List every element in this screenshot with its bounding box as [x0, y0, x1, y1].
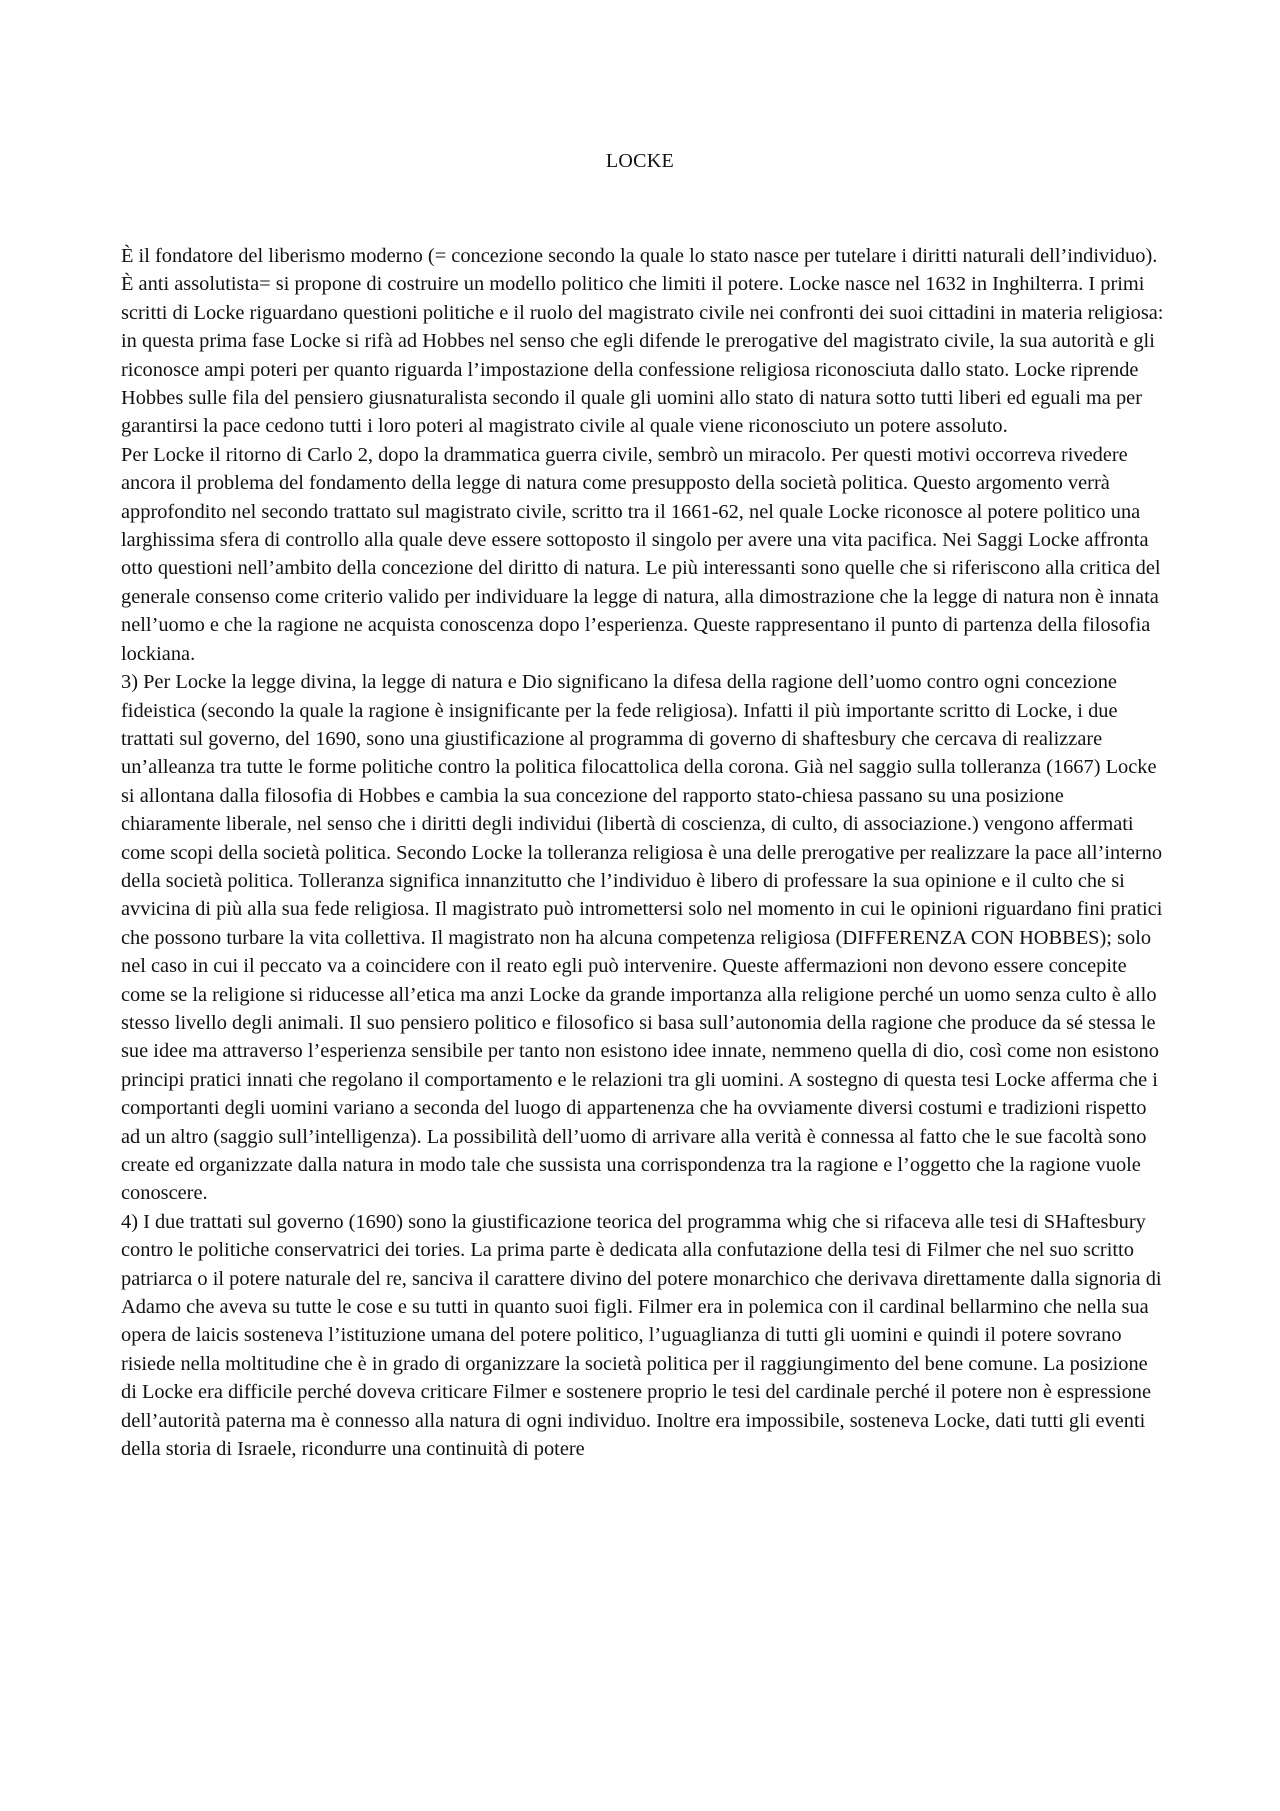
page-title: LOCKE: [605, 150, 675, 172]
paragraph-4: 4) I due trattati sul governo (1690) sono la giustificazione teorica del programma whig che si rifaceva alle tesi di SHaftesbury contro le politiche conservatrici dei tories. La prima parte è dedicata alla confutazione della tesi di Filmer che nel suo scritto patriarca o il potere naturale del re, sanciva il carattere divino del potere monarchico che derivava direttamente dalla signoria di Adamo che aveva su tutte le cose e su tutti in quanto suoi figli. Filmer era in polemica con il cardinal bellarmino che nella sua opera de laicis sosteneva l’istituzione umana del potere politico, l’uguaglianza di tutti gli uomini e quindi il potere sovrano risiede nella moltitudine che è in grado di organizzare la società politica per il raggiungimento del bene comune. La posizione di Locke era difficile perché doveva criticare Filmer e sostenere proprio le tesi del cardinale perché il potere non è espressione dell’autorità paterna ma è connesso alla natura di ogni individuo. Inoltre era impossibile, sosteneva Locke, dati tutti gli eventi della storia di Israele, ricondurre una continuità di potere: [121, 1210, 1162, 1461]
paragraph-2: Per Locke il ritorno di Carlo 2, dopo la drammatica guerra civile, sembrò un miracolo. Per questi motivi occorreva rivedere ancora il problema del fondamento della legge di natura come presupposto della società politica. Questo argomento verrà approfondito nel secondo trattato sul magistrato civile, scritto tra il 1661-62, nel quale Locke riconosce al potere politico una larghissima sfera di controllo alla quale deve essere sottoposto il singolo per avere una vita pacifica. Nei Saggi Locke affronta otto questioni nell’ambito della concezione del diritto di natura. Le più interessanti sono quelle che si riferiscono alla critica del generale consenso come criterio valido per individuare la legge di natura, alla dimostrazione che la legge di natura non è innata nell’uomo e che la ragione ne acquista conoscenza dopo l’esperienza. Queste rappresentano il punto di partenza della filosofia lockiana.: [121, 443, 1161, 665]
paragraph-3: 3) Per Locke la legge divina, la legge di natura e Dio significano la difesa della ragione dell’uomo contro ogni concezione fideistica (secondo la quale la ragione è insignificante per la fede religiosa). Infatti il più importante scritto di Locke, i due trattati sul governo, del 1690, sono una giustificazione al programma di governo di shaftesbury che cercava di realizzare un’alleanza tra tutte le forme politiche contro la politica filocattolica della corona. Già nel saggio sulla tolleranza (1667) Locke si allontana dalla filosofia di Hobbes e cambia la sua concezione del rapporto stato-chiesa passano su una posizione chiaramente liberale, nel senso che i diritti degli individui (libertà di coscienza, di culto, di associazione.) vengono affermati come scopi della società politica. Secondo Locke la tolleranza religiosa è una delle prerogative per realizzare la pace all’interno della società politica. Tolleranza significa innanzitutto che l’individuo è libero di professare la sua opinione e il culto che si avvicina di più alla sua fede religiosa. Il magistrato può intromettersi solo nel momento in cui le opinioni riguardano fini pratici che possono turbare la vita collettiva. Il magistrato non ha alcuna competenza religiosa (DIFFERENZA CON HOBBES); solo nel caso in cui il peccato va a coincidere con il reato egli può intervenire. Queste affermazioni non devono essere concepite come se la religione si riducesse all’etica ma anzi Locke da grande importanza alla religione perché un uomo senza culto è allo stesso livello degli animali. Il suo pensiero politico e filosofico si basa sull’autonomia della ragione che produce da sé stessa le sue idee ma attraverso l’esperienza sensibile per tanto non esistono idee innate, nemmeno quella di dio, così come non esistono principi pratici innati che regolano il comportamento e le relazioni tra gli uomini. A sostegno di questa tesi Locke afferma che i comportanti degli uomini variano a seconda del luogo di appartenenza che ha ovviamente diversi costumi e tradizioni rispetto ad un altro (saggio sull’intelligenza). La possibilità dell’uomo di arrivare alla verità è connessa al fatto che le sue facoltà sono create ed organizzate dalla natura in modo tale che sussista una corrispondenza tra la ragione e l’oggetto che la ragione vuole conoscere.: [121, 671, 1163, 1205]
document-body: [121, 242, 1167, 1463]
paragraph-1: È il fondatore del liberismo moderno (= concezione secondo la quale lo stato nasce per tutelare i diritti naturali dell’individuo). È anti assolutista= si propone di costruire un modello politico che limiti il potere. Locke nasce nel 1632 in Inghilterra. I primi scritti di Locke riguardano questioni politiche e il ruolo del magistrato civile nei confronti dei suoi cittadini in materia religiosa: in questa prima fase Locke si rifà ad Hobbes nel senso che egli difende le prerogative del magistrato civile, la sua autorità e gli riconosce ampi poteri per quanto riguarda l’impostazione della confessione religiosa riconosciuta dallo stato. Locke riprende Hobbes sulle fila del pensiero giusnaturalista secondo il quale gli uomini allo stato di natura sotto tutti liberi ed eguali ma per garantirsi la pace cedono tutti i loro poteri al magistrato civile al quale viene riconosciuto un potere assoluto.: [121, 245, 1164, 438]
